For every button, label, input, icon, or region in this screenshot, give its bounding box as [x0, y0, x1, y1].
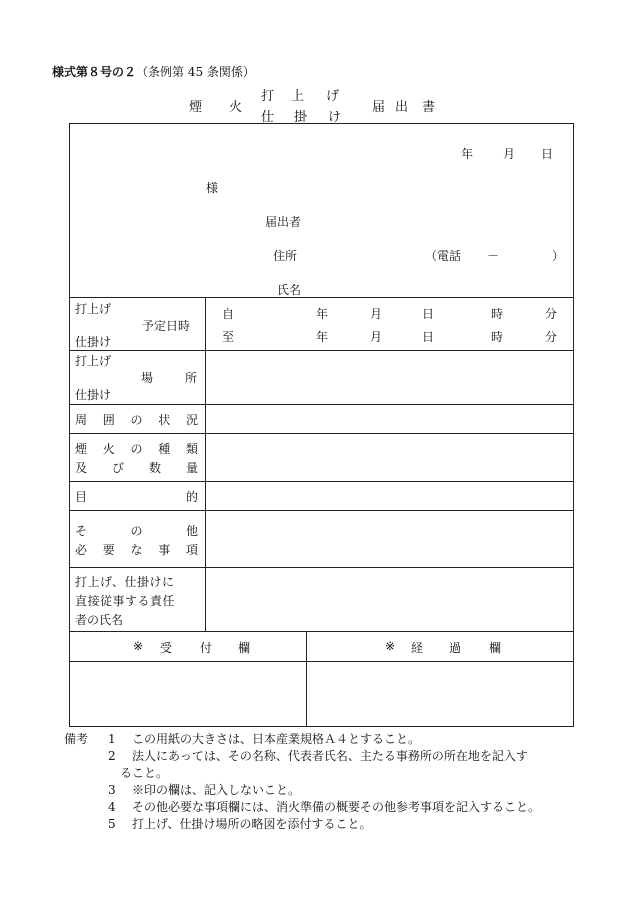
from-minute: 分 — [545, 307, 558, 321]
schedule-label-top: 打上げ — [75, 302, 112, 316]
title-upper-3: げ — [326, 89, 340, 104]
phone-close: ） — [552, 249, 565, 263]
divider-fireworks-type — [69, 481, 574, 482]
note-3-number: 3 — [108, 783, 116, 797]
fireworks-type-label-line1: 煙 火 の 種 類 — [75, 442, 198, 456]
note-2-number: 2 — [108, 749, 116, 763]
responsible-label-line2: 直接従事する責任 — [75, 594, 176, 608]
date-month: 月 — [503, 147, 516, 161]
responsible-label-line1: 打上げ、仕掛けに — [75, 575, 175, 589]
addressee-suffix: 様 — [206, 181, 219, 195]
note-1-text: この用紙の大きさは、日本産業規格Ａ４とすること。 — [132, 732, 421, 746]
reception-label-1: 受 — [160, 641, 173, 655]
divider-surroundings — [69, 433, 574, 434]
title-right-2: 出 — [395, 100, 409, 115]
purpose-label: 目 的 — [75, 490, 198, 504]
form-number: 様式第８号の２ — [52, 65, 137, 79]
note-4-text: その他必要な事項欄には、消火準備の概要その他参考事項を記入すること。 — [132, 800, 541, 814]
place-label-ba: 場 — [141, 371, 154, 385]
schedule-label-side: 予定日時 — [142, 319, 191, 333]
from-month: 月 — [370, 307, 383, 321]
progress-label-2: 過 — [449, 641, 462, 655]
note-2-continuation: ること。 — [120, 766, 169, 780]
to-hour: 時 — [491, 330, 504, 344]
bottom-column-divider — [306, 631, 307, 727]
to-minute: 分 — [545, 330, 558, 344]
date-year: 年 — [461, 147, 474, 161]
responsible-label-line3: 者の氏名 — [75, 613, 124, 627]
divider-top-section — [69, 297, 574, 298]
other-label-line1: そ の 他 — [75, 524, 198, 538]
to-day: 日 — [422, 330, 435, 344]
progress-label-1: 経 — [411, 641, 424, 655]
title-lower-1: 仕 — [261, 110, 275, 125]
phone-open: （電話 — [425, 249, 462, 263]
place-label-top: 打上げ — [75, 354, 112, 368]
divider-purpose — [69, 510, 574, 511]
place-label-sho: 所 — [185, 371, 198, 385]
reception-mark: ※ — [133, 639, 144, 653]
divider-schedule — [69, 350, 574, 351]
date-day: 日 — [541, 147, 554, 161]
other-label-line2: 必 要 な 事 項 — [75, 543, 198, 557]
note-1-number: 1 — [108, 732, 116, 746]
fireworks-type-label-line2: 及 び 数 量 — [75, 461, 198, 475]
divider-responsible — [69, 631, 574, 632]
label-column-divider — [205, 297, 206, 631]
note-2-text: 法人にあっては、その名称、代表者氏名、主たる事務所の所在地を記入す — [132, 749, 528, 763]
divider-other — [69, 567, 574, 568]
from-day: 日 — [422, 307, 435, 321]
note-5-text: 打上げ、仕掛け場所の略図を添付すること。 — [132, 817, 372, 831]
progress-label-3: 欄 — [489, 641, 502, 655]
schedule-from: 自 — [222, 307, 235, 321]
title-left-2: 火 — [229, 100, 243, 115]
title-lower-2: 掛 — [294, 110, 308, 125]
title-lower-3: け — [328, 110, 342, 125]
from-year: 年 — [316, 307, 329, 321]
to-month: 月 — [370, 330, 383, 344]
form-reference: （条例第 45 条関係） — [136, 65, 255, 79]
divider-place — [69, 404, 574, 405]
notes-heading: 備考 — [64, 732, 89, 746]
title-right-1: 届 — [372, 100, 386, 115]
address-label: 住所 — [273, 249, 298, 263]
note-5-number: 5 — [108, 817, 116, 831]
schedule-label-bottom: 仕掛け — [75, 335, 112, 349]
divider-bottom-header — [69, 661, 574, 662]
note-3-text: ※印の欄は、記入しないこと。 — [132, 783, 301, 797]
title-upper-1: 打 — [261, 89, 275, 104]
name-label: 氏名 — [277, 283, 302, 297]
title-left-1: 煙 — [189, 100, 203, 115]
schedule-to: 至 — [222, 330, 235, 344]
reception-label-3: 欄 — [238, 641, 251, 655]
place-label-bottom: 仕掛け — [75, 388, 112, 402]
form-label — [52, 63, 255, 80]
applicant-label: 届出者 — [265, 215, 302, 229]
phone-dash: － — [487, 249, 500, 263]
title-right-3: 書 — [422, 100, 436, 115]
progress-mark: ※ — [385, 639, 396, 653]
title-upper-2: 上 — [291, 89, 305, 104]
surroundings-label: 周 囲 の 状 況 — [75, 413, 198, 427]
note-4-number: 4 — [108, 800, 116, 814]
reception-label-2: 付 — [200, 641, 213, 655]
to-year: 年 — [316, 330, 329, 344]
from-hour: 時 — [491, 307, 504, 321]
